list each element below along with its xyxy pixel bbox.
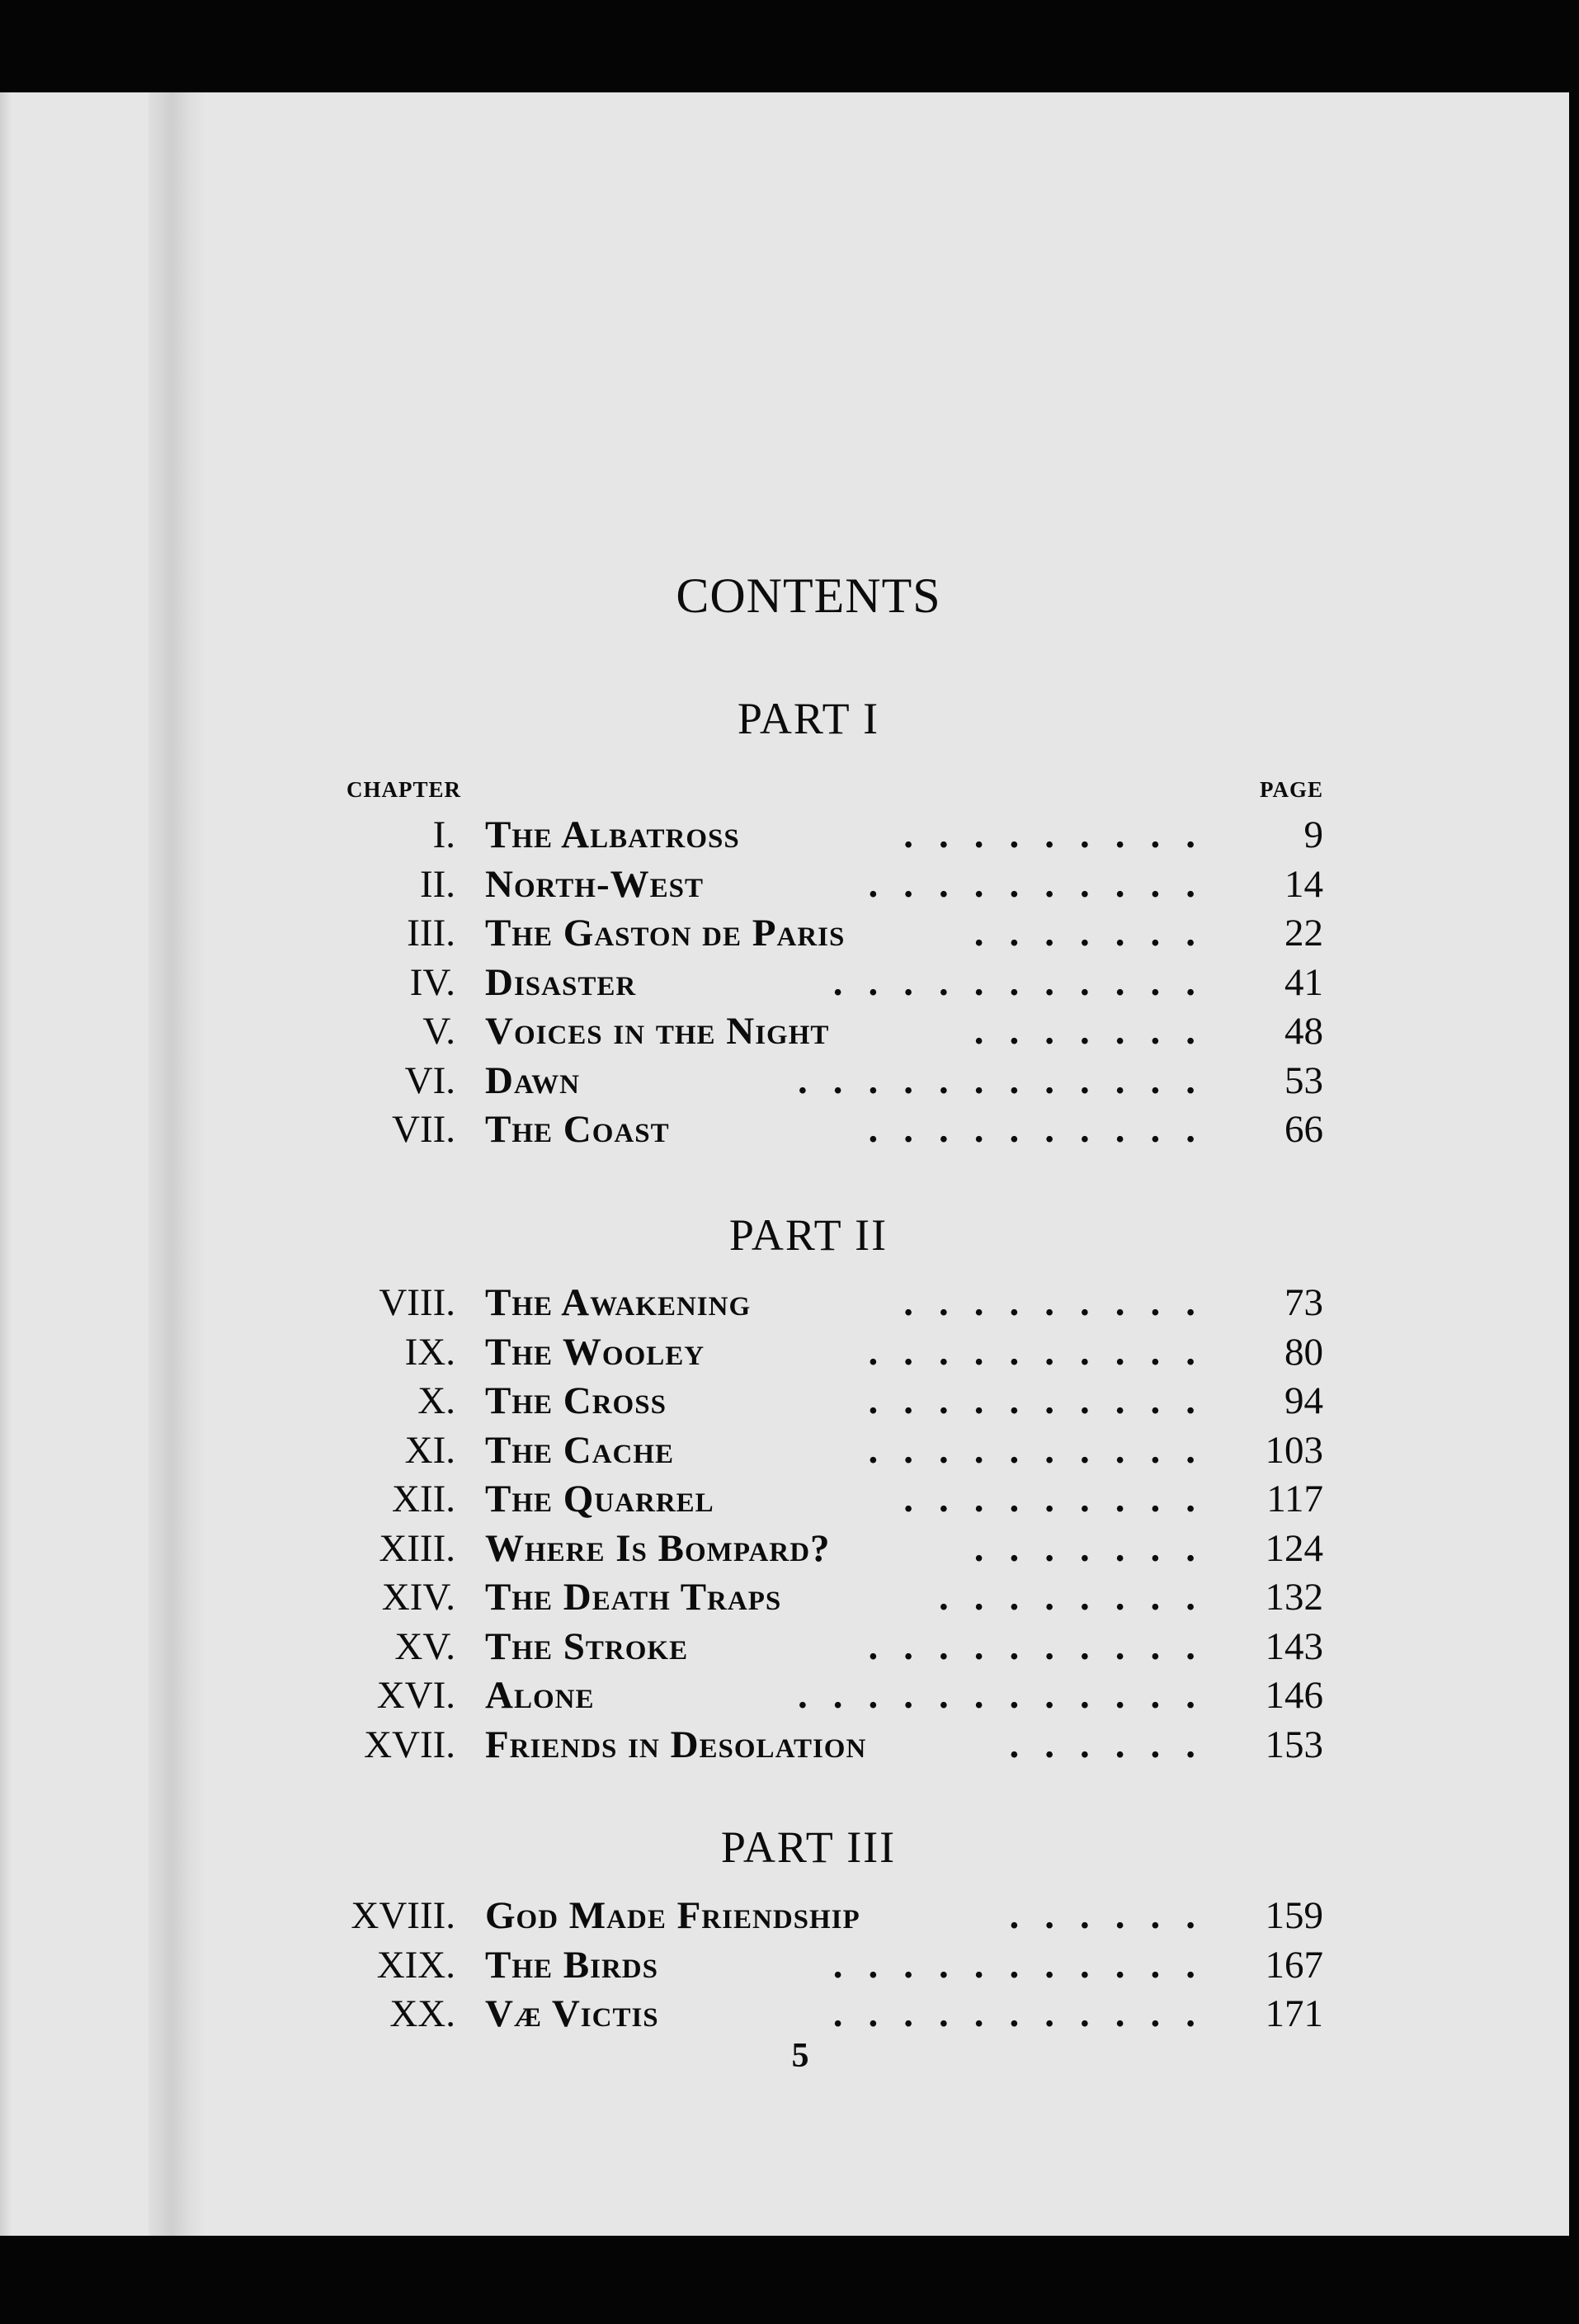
dot-leader: ....... — [973, 1010, 1221, 1053]
toc-entry[interactable] — [0, 1624, 1579, 1674]
chapter-page: 94 — [1284, 1379, 1323, 1422]
chapter-page: 53 — [1284, 1058, 1323, 1102]
toc-entry[interactable] — [0, 960, 1579, 1010]
toc-entry[interactable] — [0, 1009, 1579, 1058]
chapter-number: XVI. — [376, 1674, 455, 1717]
chapter-number: I. — [432, 813, 455, 856]
chapter-page: 124 — [1265, 1526, 1323, 1570]
chapter-page: 159 — [1265, 1894, 1323, 1937]
dot-leader: ............ — [798, 1674, 1221, 1717]
dot-leader: ......... — [903, 1281, 1221, 1324]
toc-entry[interactable] — [0, 1992, 1579, 2041]
toc-entry[interactable] — [0, 1673, 1579, 1723]
chapter-number: XIII. — [379, 1526, 455, 1570]
chapter-title: The Cache — [485, 1428, 675, 1472]
chapter-number: VI. — [404, 1058, 455, 1102]
toc-entry[interactable] — [0, 1058, 1579, 1108]
chapter-title: God Made Friendship — [485, 1894, 860, 1937]
chapter-title: Væ Victis — [485, 1992, 659, 2035]
chapter-number: IX. — [404, 1330, 455, 1374]
chapter-title: North-West — [485, 862, 704, 906]
toc-entry[interactable] — [0, 1477, 1579, 1526]
dot-leader: ........... — [832, 1943, 1221, 1987]
toc-entry[interactable] — [0, 1723, 1579, 1772]
dot-leader: .......... — [868, 1379, 1221, 1422]
chapter-title: The Wooley — [485, 1330, 705, 1374]
chapter-page: 153 — [1265, 1723, 1323, 1766]
chapter-title: The Quarrel — [485, 1478, 714, 1520]
dot-leader: .......... — [868, 1428, 1221, 1472]
dot-leader: ........... — [832, 960, 1221, 1004]
toc-entry[interactable] — [0, 1428, 1579, 1478]
chapter-page: 48 — [1284, 1010, 1323, 1053]
chapter-page: 22 — [1284, 912, 1323, 955]
toc-entry[interactable] — [0, 1107, 1579, 1157]
chapter-title: The Birds — [485, 1943, 658, 1987]
chapter-number: II. — [419, 862, 455, 906]
chapter-column-label: CHAPTER — [346, 777, 462, 802]
chapter-title: Where Is Bompard? — [485, 1526, 831, 1570]
chapter-number: III. — [407, 912, 455, 955]
chapter-number: VII. — [392, 1108, 455, 1151]
dot-leader: ....... — [973, 912, 1221, 955]
toc-entry[interactable] — [0, 1893, 1579, 1943]
dot-leader: ......... — [903, 813, 1221, 856]
chapter-title: The Death Traps — [485, 1576, 782, 1619]
chapter-page: 143 — [1265, 1624, 1323, 1668]
dot-leader: .......... — [868, 862, 1221, 906]
chapter-number: XVIII. — [351, 1894, 455, 1937]
chapter-number: VIII. — [379, 1281, 455, 1324]
chapter-page: 66 — [1284, 1108, 1323, 1151]
chapter-title: The Albatross — [485, 813, 740, 856]
chapter-page: 9 — [1303, 813, 1323, 856]
chapter-page: 146 — [1265, 1674, 1323, 1717]
chapter-title: The Stroke — [485, 1624, 689, 1668]
chapter-number: XX. — [389, 1992, 455, 2035]
chapter-number: XIX. — [376, 1943, 455, 1987]
chapter-title: Voices in the Night — [485, 1010, 830, 1053]
chapter-title: The Awakening — [485, 1281, 752, 1324]
toc-entry[interactable] — [0, 1280, 1579, 1330]
dot-leader: .......... — [868, 1108, 1221, 1151]
chapter-number: XII. — [392, 1478, 455, 1520]
chapter-page: 117 — [1266, 1478, 1323, 1520]
chapter-number: XI. — [404, 1428, 455, 1472]
dot-leader: ...... — [1009, 1894, 1221, 1937]
contents-heading: CONTENTS — [676, 568, 941, 623]
chapter-page: 73 — [1284, 1281, 1323, 1324]
chapter-page: 14 — [1284, 862, 1323, 906]
part-heading-3: PART III — [720, 1822, 897, 1872]
toc-entry[interactable] — [0, 1379, 1579, 1428]
toc-entry[interactable] — [0, 813, 1579, 862]
chapter-number: XV. — [394, 1624, 455, 1668]
chapter-title: Disaster — [485, 960, 637, 1004]
dot-leader: ...... — [1009, 1723, 1221, 1766]
chapter-title: Dawn — [485, 1058, 580, 1102]
chapter-title: Alone — [485, 1674, 595, 1717]
chapter-title: The Cross — [485, 1379, 667, 1422]
chapter-title: Friends in Desolation — [485, 1723, 867, 1766]
chapter-page: 171 — [1265, 1992, 1323, 2035]
toc-entry[interactable] — [0, 1575, 1579, 1624]
chapter-title: The Coast — [485, 1108, 670, 1151]
chapter-page: 80 — [1284, 1330, 1323, 1374]
toc-entry[interactable] — [0, 862, 1579, 912]
chapter-page: 167 — [1265, 1943, 1323, 1987]
chapter-number: V. — [422, 1010, 455, 1053]
dot-leader: ............ — [798, 1058, 1221, 1102]
chapter-page: 103 — [1265, 1428, 1323, 1472]
chapter-page: 132 — [1265, 1576, 1323, 1619]
part-heading-1: PART I — [737, 694, 880, 743]
dot-leader: ........ — [939, 1576, 1221, 1619]
chapter-number: XVII. — [364, 1723, 455, 1766]
chapter-number: IV. — [409, 960, 455, 1004]
chapter-number: XIV. — [381, 1576, 455, 1619]
part-heading-2: PART II — [728, 1210, 888, 1260]
toc-entry[interactable] — [0, 1330, 1579, 1379]
chapter-title: The Gaston de Paris — [485, 912, 846, 955]
dot-leader: ........... — [832, 1992, 1221, 2035]
page-number: 5 — [791, 2037, 809, 2075]
dot-leader: ....... — [973, 1526, 1221, 1570]
dot-leader: ......... — [903, 1478, 1221, 1520]
toc-entry[interactable] — [0, 1526, 1579, 1576]
toc-entry[interactable] — [0, 911, 1579, 960]
dot-leader: .......... — [868, 1330, 1221, 1374]
dot-leader: .......... — [868, 1624, 1221, 1668]
toc-entry[interactable] — [0, 1943, 1579, 1992]
chapter-number: X. — [417, 1379, 455, 1422]
page-column-label: PAGE — [1260, 777, 1323, 802]
chapter-page: 41 — [1284, 960, 1323, 1004]
